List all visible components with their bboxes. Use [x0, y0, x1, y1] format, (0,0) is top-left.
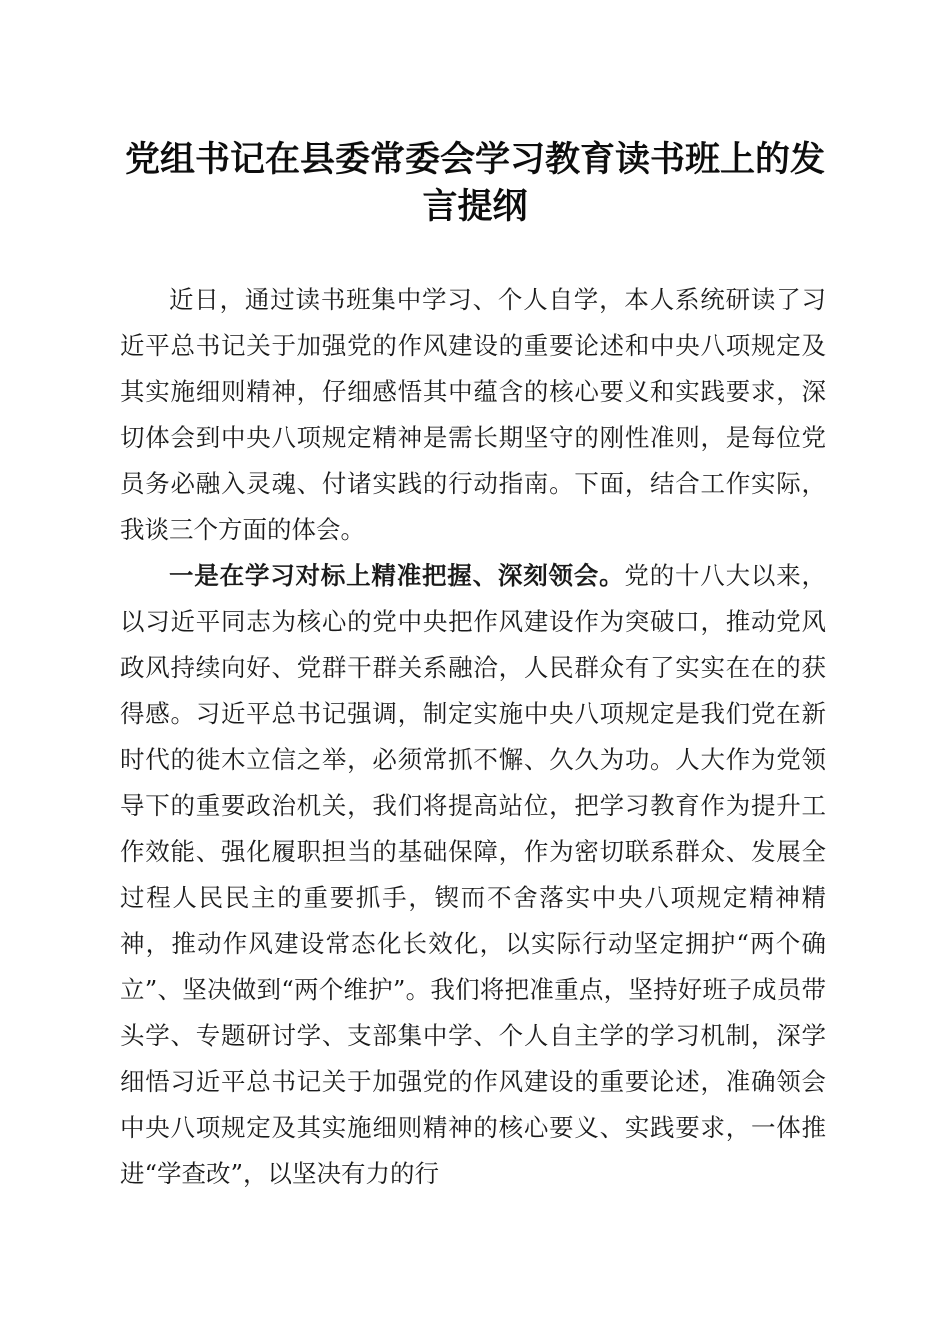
document-title: 党组书记在县委常委会学习教育读书班上的发言提纲 — [124, 139, 825, 227]
paragraph-point-one-lead: 一是在学习对标上精准把握、深刻领会。 — [169, 561, 625, 590]
paragraph-point-one — [120, 553, 826, 1197]
paragraph-intro — [120, 277, 826, 553]
paragraph-intro-text: 近日，通过读书班集中学习、个人自学，本人系统研读了习近平总书记关于加强党的作风建设的重要论述和中央八项规定及其实施细则精神，仔细感悟其中蕴含的核心要义和实践要求，深切体会到中央八项规定精神是需长期坚守的刚性准则，是每位党员务必融入灵魂、付诸实践的行动指南。下面，结合工作实际，我谈三个方面的体会。 — [120, 285, 826, 544]
paragraph-point-one-text: 党的十八大以来，以习近平同志为核心的党中央把作风建设作为突破口，推动党风政风持续向好、党群干群关系融洽，人民群众有了实实在在的获得感。习近平总书记强调，制定实施中央八项规定是我们党在新时代的徙木立信之举，必须常抓不懈、久久为功。人大作为党领导下的重要政治机关，我们将提高站位，把学习教育作为提升工作效能、强化履职担当的基础保障，作为密切联系群众、发展全过程人民民主的重要抓手，锲而不舍落实中央八项规定精神精神，推动作风建设常态化长效化，以实际行动坚定拥护“两个确立”、坚决做到“两个维护”。我们将把准重点，坚持好班子成员带头学、专题研讨学、支部集中学、个人自主学的学习机制，深学细悟习近平总书记关于加强党的作风建设的重要论述，准确领会中央八项规定及其实施细则精神的核心要义、实践要求，一体推进“学查改”，以坚决有力的行 — [120, 561, 827, 1188]
document-body — [120, 277, 826, 1197]
